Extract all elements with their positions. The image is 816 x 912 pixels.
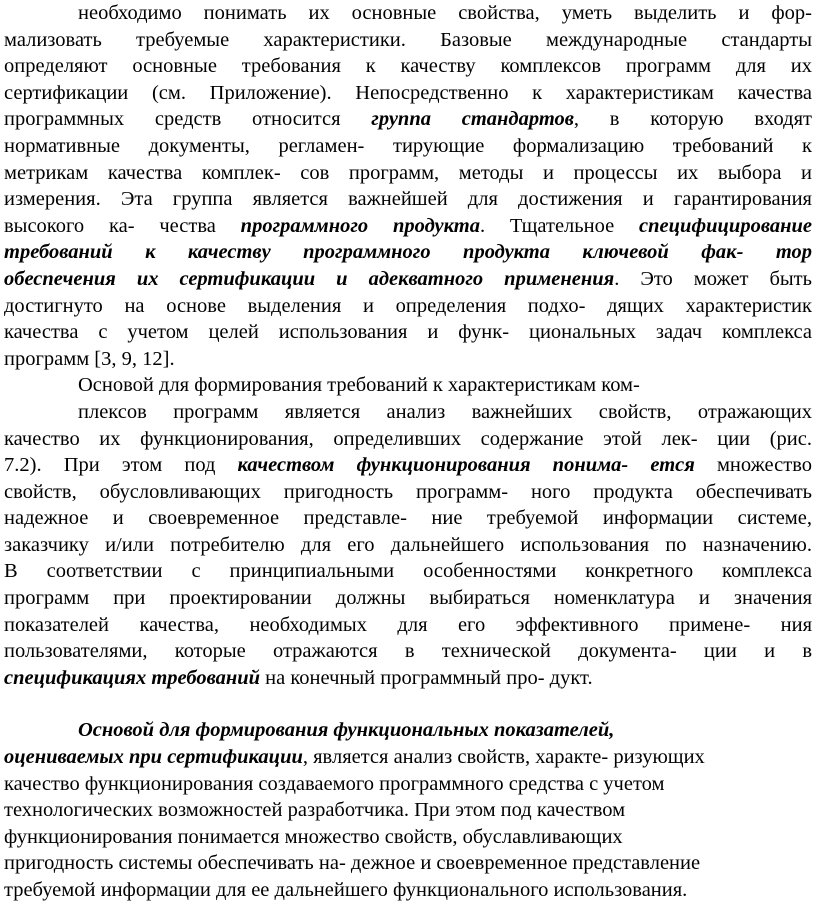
text-line: нормативные документы, регламен- тирующие формализацию требований к — [4, 134, 812, 157]
text-line: функционирования понимается множество свойств, обуславливающих — [4, 825, 623, 848]
text-run: . Это может быть — [614, 267, 812, 290]
text-run: высокого ка- чества — [4, 214, 241, 237]
text-line: требуемой информации для ее дальнейшего функционального использования. — [4, 879, 688, 901]
text-line — [4, 744, 812, 771]
text-line: программ при проектировании должны выбираться номенклатура и значения — [4, 587, 812, 610]
text-line: технологических возможностей разработчика. При этом под качеством — [4, 799, 626, 822]
text-line — [4, 665, 812, 692]
emphasis-term: специфицирование — [639, 214, 812, 237]
text-run: , является анализ свойств, характе- ризующих — [302, 746, 705, 769]
text-line: определяют основные требования к качеству комплексов программ для их — [4, 55, 812, 78]
text-line: В соответствии с принципиальными особенностями конкретного комплекса — [4, 560, 812, 583]
text-line: плексов программ является анализ важнейших свойств, отражающих — [78, 400, 812, 423]
emphasis-term: программного продукта — [240, 214, 480, 237]
text-line — [4, 266, 812, 293]
emphasis-term: обеспечения их сертификации и адекватного применения — [4, 267, 615, 290]
paragraph-2 — [4, 372, 812, 691]
emphasis-term: ключевой фак- тор — [582, 241, 813, 264]
paragraph-1 — [4, 0, 812, 372]
emphasis-term: спецификациях требований — [4, 666, 261, 689]
text-line — [4, 452, 812, 479]
text-line: сертификации (см. Приложение). Непосредственно к характеристикам качества — [4, 81, 812, 104]
text-line: качества с учетом целей использования и функ- циональных задач комплекса — [4, 321, 812, 344]
text-line: показателей качества, необходимых для его эффективного примене- ния — [4, 613, 812, 636]
paragraph-spacer — [4, 691, 812, 717]
text-line: необходимо понимать их основные свойства, уметь выделить и фор- — [78, 2, 812, 24]
text-run: , в которую входят — [573, 108, 813, 131]
emphasis-term: оцениваемых при сертификации — [4, 746, 303, 769]
emphasis-term: группа стандартов — [371, 108, 574, 131]
text-run: . Тщательное — [479, 214, 640, 237]
text-line: качество функционирования создаваемого программного средства с учетом — [4, 772, 665, 795]
text-run: 7.2). При этом под — [4, 454, 238, 477]
text-line — [4, 213, 812, 240]
text-run: на конечный программный про- дукт. — [260, 666, 593, 689]
text-run: множество — [694, 454, 812, 477]
text-run: программных средств относится — [4, 108, 372, 131]
text-line: качество их функционирования, определивших содержание этой лек- ции (рис. — [4, 427, 812, 450]
emphasis-term: требований к качеству программного продукта — [4, 241, 583, 264]
text-line: заказчику и/или потребителю для его дальнейшего использования по назначению. — [4, 533, 812, 556]
text-line: свойств, обусловливающих пригодность программ- ного продукта обеспечивать — [4, 480, 812, 503]
text-line: измерения. Эта группа является важнейшей для достижения и гарантирования — [4, 188, 812, 211]
text-line: пользователями, которые отражаются в технической документа- ции и в — [4, 640, 812, 663]
text-line: мализовать требуемые характеристики. Базовые международные стандарты — [4, 28, 812, 51]
emphasis-term: качеством функционирования понима- ется — [237, 454, 695, 477]
text-line: метрикам качества комплек- сов программ, методы и процессы их выбора и — [4, 161, 812, 184]
text-line: Основой для формирования функциональных показателей, — [78, 719, 615, 742]
text-line — [4, 239, 812, 266]
text-line: надежное и своевременное представле- ние требуемой информации системе, — [4, 507, 812, 530]
text-line: пригодность системы обеспечивать на- дежное и своевременное представление — [4, 852, 701, 875]
text-line: программ [3, 9, 12]. — [4, 347, 175, 370]
paragraph-3 — [4, 717, 812, 903]
document-page — [4, 0, 812, 904]
text-line: достигнуто на основе выделения и определения подхо- дящих характеристик — [4, 294, 812, 317]
text-line: Основой для формирования требований к характеристикам ком- — [78, 374, 640, 397]
text-line — [4, 106, 812, 133]
